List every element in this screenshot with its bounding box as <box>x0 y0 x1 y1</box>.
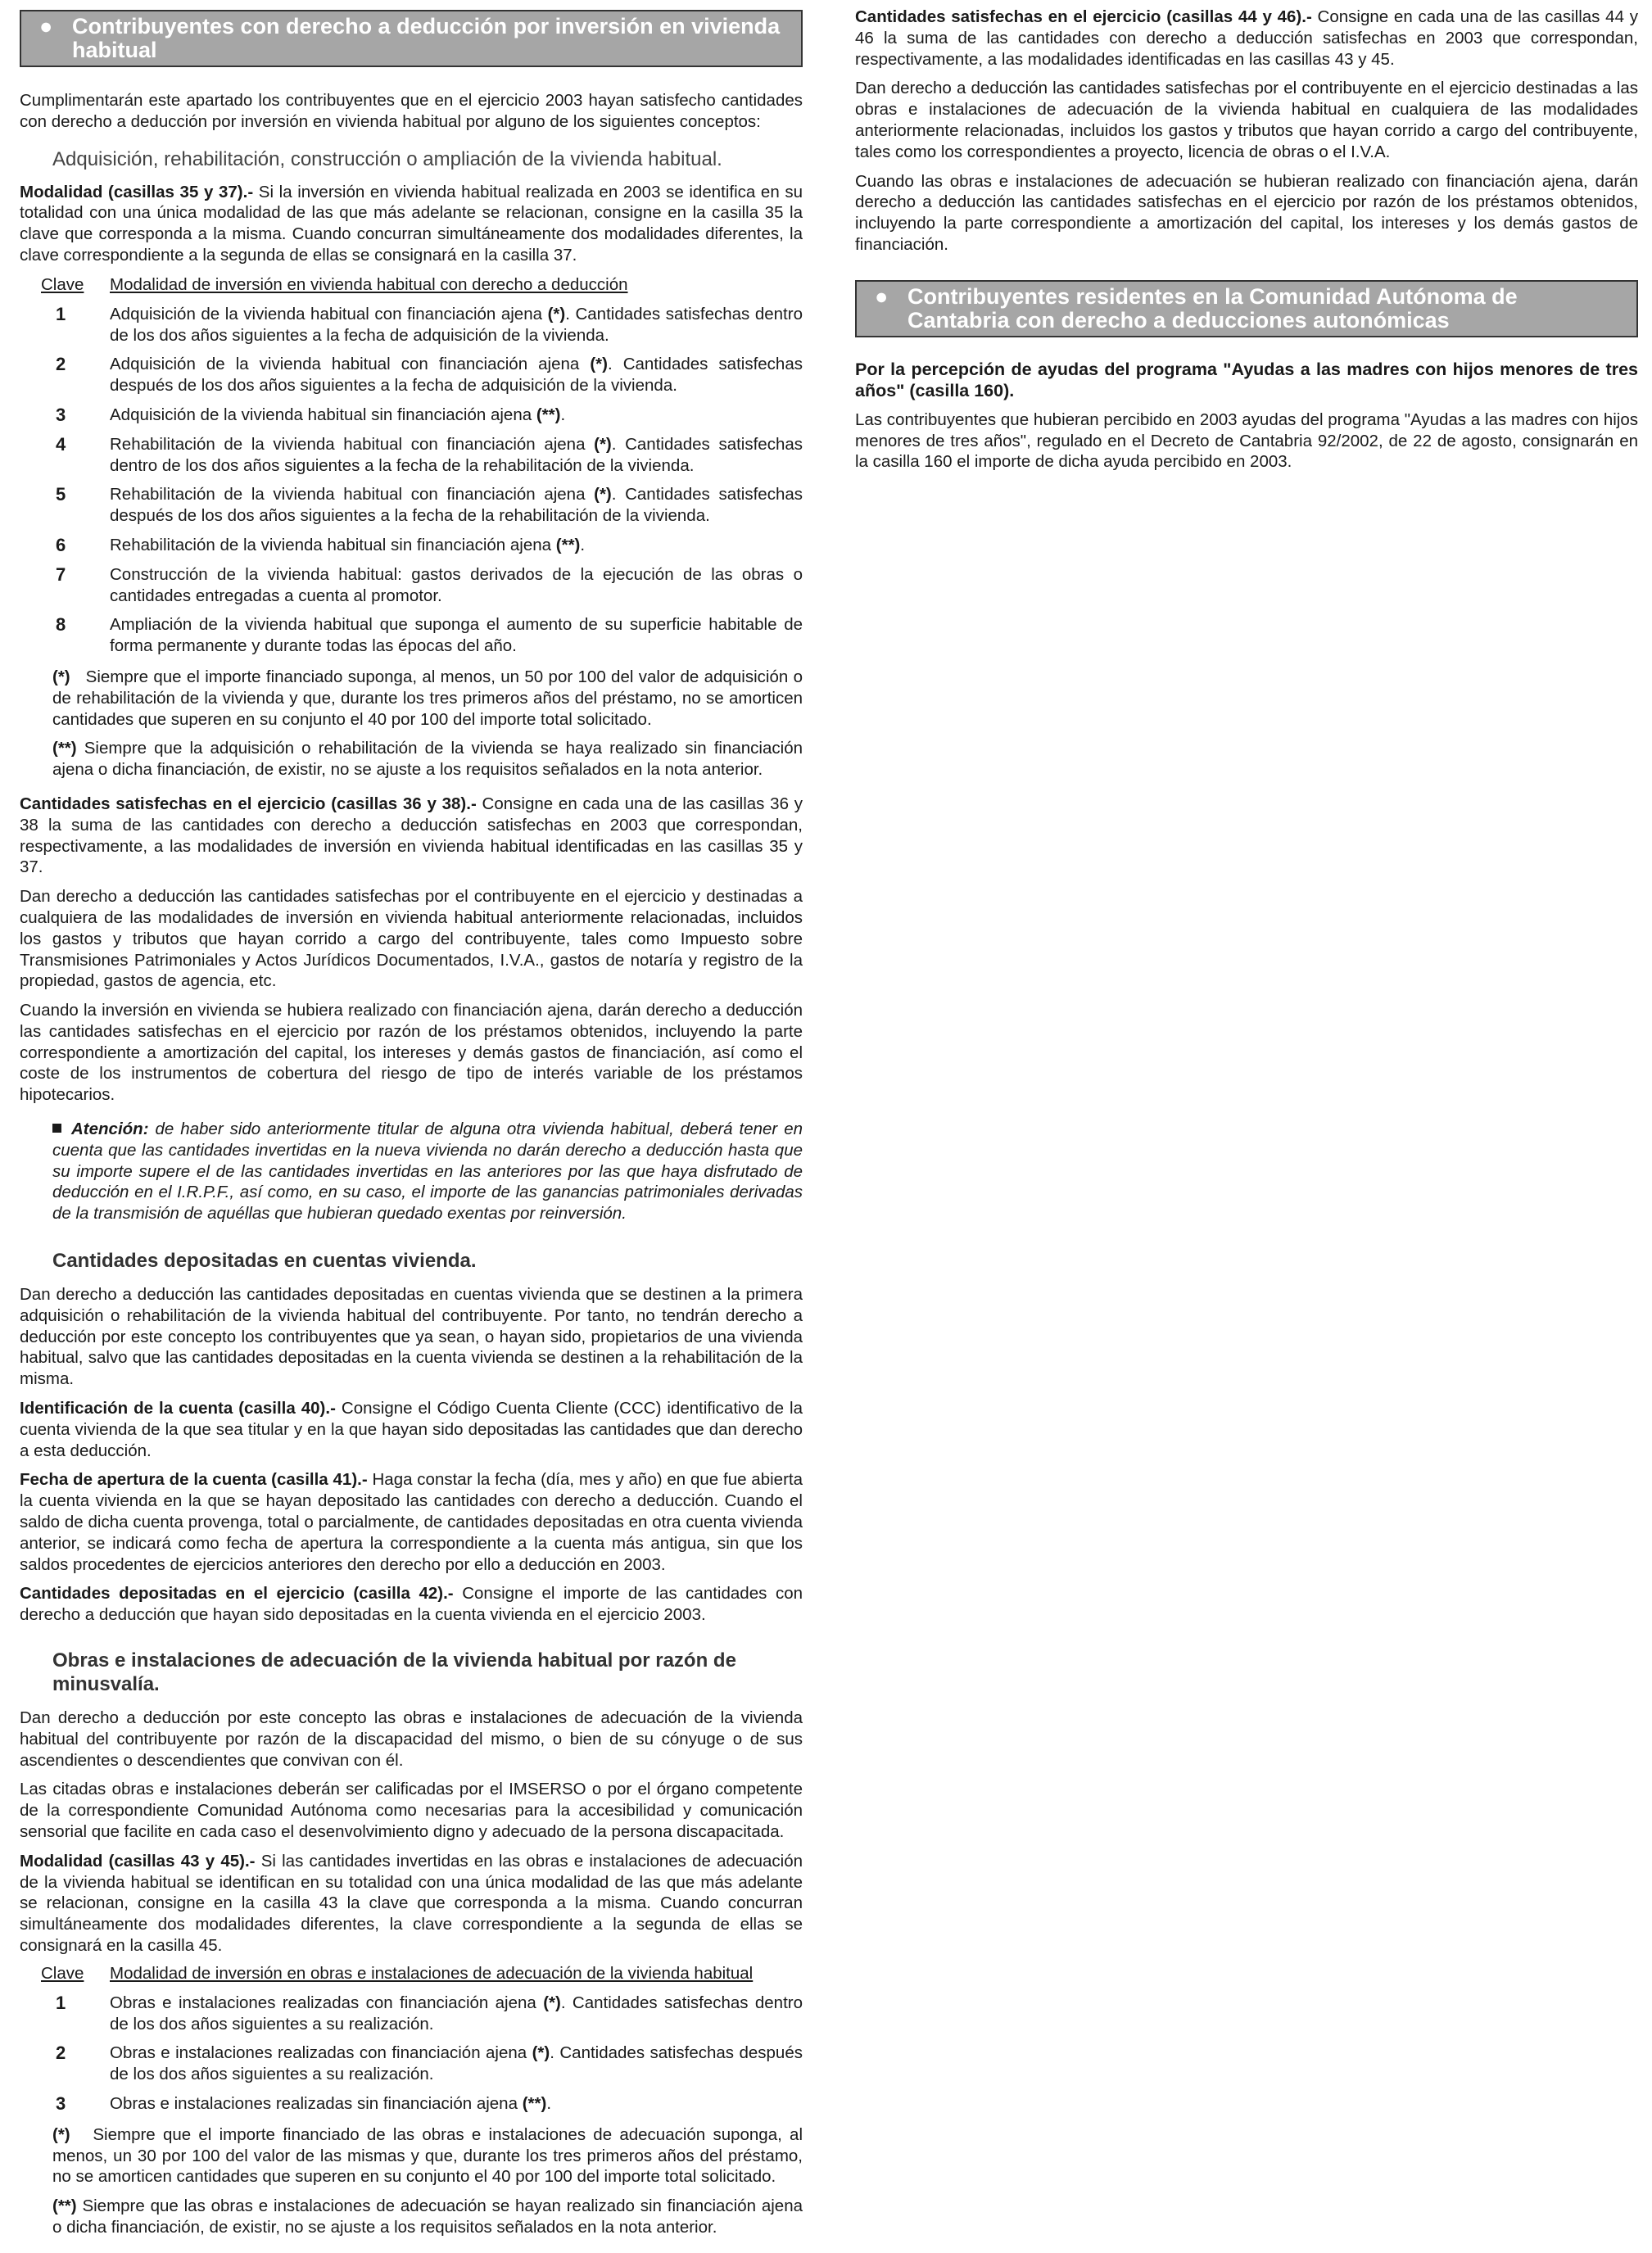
modalidad-text: Rehabilitación de la vivienda habitual con financiación ajena (*). Cantidades satisfechas después de los dos años siguientes a la fecha de la rehabilitación de la vivienda. <box>110 485 803 526</box>
modalidad-text: Adquisición de la vivienda habitual sin financiación ajena (**). <box>110 405 566 424</box>
modalidad-table <box>41 274 803 657</box>
modalidad-text: Rehabilitación de la vivienda habitual con financiación ajena (*). Cantidades satisfechas dentro de los dos años siguientes a la fecha de la rehabilitación de la vivienda. <box>110 434 803 475</box>
modalidad-text: Ampliación de la vivienda habitual que suponga el aumento de su superficie habitable de forma permanente y durante todas las épocas del año. <box>110 615 803 656</box>
table-body <box>41 1993 803 2115</box>
clave-number: 3 <box>56 2092 66 2114</box>
square-bullet-icon <box>52 1124 61 1133</box>
column-header-modalidad: Modalidad de inversión en obras e instalaciones de adecuación de la vivienda habitual <box>110 1963 754 1983</box>
modalidad-text: Obras e instalaciones realizadas con financiación ajena (*). Cantidades satisfechas después de los dos años siguientes a su realización. <box>110 2043 803 2084</box>
paragraph: Identificación de la cuenta (casilla 40).- Consigne el Código Cuenta Cliente (CCC) identificativo de la cuenta vivienda de la que sea titular y en la que hayan sido depositadas las cantidades que dan derecho a esta deducción. <box>20 1399 803 1460</box>
modalidad-text: Construcción de la vivienda habitual: gastos derivados de la ejecución de las obras o cantidades entregadas a cuenta al promotor. <box>110 564 803 605</box>
table-row <box>41 304 803 346</box>
paragraph: Las contribuyentes que hubieran percibido en 2003 ayudas del programa "Ayudas a las madres con hijos menores de tres años", regulado en el Decreto de Cantabria 92/2002, de 22 de agosto, consignarán en la casilla 160 el importe de dicha ayuda percibido en 2003. <box>855 409 1638 472</box>
intro-paragraph: Cumplimentarán este apartado los contribuyentes que en el ejercicio 2003 hayan satisfecho cantidades con derecho a deducción por inversión en vivienda habitual por alguno de los siguientes conceptos: <box>20 91 803 131</box>
clave-number: 1 <box>56 1992 66 2013</box>
paragraph: Dan derecho a deducción las cantidades depositadas en cuentas vivienda que se destinen a la primera adquisición o rehabilitación de la vivienda habitual del contribuyente. Por tanto, no tendrán derecho a deducción por este concepto los contribuyentes que ya sean, o hayan sido, propietarios de una vivienda habitual, salvo que las cantidades depositadas en la cuenta vivienda se destinen a la rehabilitación de la misma. <box>20 1285 803 1389</box>
clave-number: 1 <box>56 303 66 324</box>
section-header-vivienda <box>20 10 803 67</box>
modalidad-text: Adquisición de la vivienda habitual con financiación ajena (*). Cantidades satisfechas dentro de los dos años siguientes a la fecha de adquisición de la vivienda. <box>110 304 803 345</box>
attention-note: Atención: de haber sido anteriormente titular de alguna otra vivienda habitual, deberá tener en cuenta que las cantidades invertidas en la nueva vivienda no darán derecho a deducción hasta que su importe supere el de las cantidades invertidas en las anteriores por las que haya disfrutado de deducción en el I.R.P.F., así como, en su caso, el importe de las ganancias patrimoniales derivadas de la transmisión de aquéllas que hubieran quedado exentas por reinversión. <box>52 1120 803 1224</box>
modalidad-text: Obras e instalaciones realizadas con financiación ajena (*). Cantidades satisfechas dentro de los dos años siguientes a su realización. <box>110 1993 803 2034</box>
footnote: (**) Siempre que la adquisición o rehabilitación de la vivienda se haya realizado sin financiación ajena o dicha financiación, de existir, no se ajuste a los requisitos señalados en la nota anterior. <box>52 739 803 780</box>
section-title: Contribuyentes residentes en la Comunidad Autónoma de Cantabria con derecho a deducciones autonómicas <box>907 283 1518 333</box>
paragraph: Cantidades depositadas en el ejercicio (casilla 42).- Consigne el importe de las cantidades con derecho a deducción que hayan sido depositadas en la cuenta vivienda en el ejercicio 2003. <box>20 1584 803 1625</box>
modalidad-paragraph: Modalidad (casillas 35 y 37).- Si la inversión en vivienda habitual realizada en 2003 se identifica en su totalidad con una única modalidad de las que más adelante se relacionan, consigne en la casilla 35 la clave que corresponda a la misma. Cuando concurran simultáneamente dos modalidades diferentes, la clave correspondiente a la segunda de ellas se consignará en la casilla 37. <box>20 182 803 265</box>
paragraph: Cantidades satisfechas en el ejercicio (casillas 44 y 46).- Consigne en cada una de las casillas 44 y 46 la suma de las cantidades con derecho a deducción satisfechas en 2003 que correspondan, respectivamente, a las modalidades identificadas en las casillas 43 y 45. <box>855 7 1639 69</box>
table-row <box>41 2093 803 2115</box>
column-header-clave: Clave <box>41 274 84 294</box>
clave-number: 2 <box>56 2043 66 2064</box>
table-row <box>41 484 803 527</box>
column-header-modalidad: Modalidad de inversión en vivienda habitual con derecho a deducción <box>110 274 628 294</box>
table-row <box>41 1993 803 2035</box>
table-body <box>41 304 803 657</box>
paragraph: Cuando la inversión en vivienda se hubiera realizado con financiación ajena, darán derecho a deducción las cantidades satisfechas en el ejercicio por razón de los préstamos obtenidos, incluyendo la parte correspondiente a amortización del capital, los intereses y demás gastos de financiación, así como el coste de los instrumentos de cobertura del riesgo de tipo de interés variable de los préstamos hipotecarios. <box>20 1001 803 1105</box>
section-title: Contribuyentes con derecho a deducción por inversión en vivienda habitual <box>72 14 781 62</box>
paragraph: Dan derecho a deducción las cantidades satisfechas por el contribuyente en el ejercicio y destinadas a cualquiera de las modalidades de inversión en vivienda habitual anteriormente relacionadas, incluidos los gastos y tributos que hayan corrido a cargo del contribuyente, tales como Impuesto sobre Transmisiones Patrimoniales y Actos Jurídicos Documentados, I.V.A., gastos de notaría y registro de la propiedad, gastos de agencia, etc. <box>20 887 803 991</box>
subheading-obras: Obras e instalaciones de adecuación de la vivienda habitual por razón de minusvalía. <box>52 1649 736 1696</box>
paragraph: Fecha de apertura de la cuenta (casilla 41).- Haga constar la fecha (día, mes y año) en que fue abierta la cuenta vivienda en la que se hayan depositado las cantidades con derecho a deducción. Cuando el saldo de dicha cuenta provenga, total o parcialmente, de cantidades depositadas en otra cuenta vivienda anterior, se indicará como fecha de apertura la correspondiente a la cuenta más antigua, sin que los saldos procedentes de ejercicios anteriores den derecho por ello a deducción en 2003. <box>20 1470 803 1574</box>
left-column <box>20 0 803 2238</box>
clave-number: 2 <box>56 354 66 375</box>
clave-number: 7 <box>56 563 66 585</box>
subheading-ayudas: Por la percepción de ayudas del programa "Ayudas a las madres con hijos menores de tres años" (casilla 160). <box>855 359 1638 400</box>
paragraph: Modalidad (casillas 43 y 45).- Si las cantidades invertidas en las obras e instalaciones de adecuación de la vivienda habitual se identifican en su totalidad con una única modalidad de las que más adelante se relacionan, consigne en la casilla 43 la clave que corresponda a la misma. Cuando concurran simultáneamente dos modalidades diferentes, la clave correspondiente a la segunda de ellas se consignará en la casilla 45. <box>20 1851 803 1955</box>
modalidad-text: Rehabilitación de la vivienda habitual sin financiación ajena (**). <box>110 535 586 554</box>
paragraph: Las citadas obras e instalaciones deberán ser calificadas por el IMSERSO o por el órgano competente de la correspondiente Comunidad Autónoma como necesarias para la accesibilidad y comunicación sensorial que facilite en cada caso el desenvolvimiento digno y adecuado de la persona discapacitada. <box>20 1780 803 1841</box>
clave-number: 6 <box>56 534 66 555</box>
clave-number: 8 <box>56 614 66 636</box>
footnote: (**) Siempre que las obras e instalaciones de adecuación se hayan realizado sin financiación ajena o dicha financiación, de existir, no se ajuste a los requisitos señalados en la nota anterior. <box>52 2196 803 2237</box>
paragraph: Dan derecho a deducción por este concepto las obras e instalaciones de adecuación de la vivienda habitual del contribuyente por razón de la discapacidad del mismo, o bien de su cónyuge o de sus ascendientes o descendientes que convivan con él. <box>20 1708 803 1770</box>
footnote: (*) Siempre que el importe financiado de las obras e instalaciones de adecuación suponga, al menos, un 30 por 100 del valor de las mismas y que, durante los tres primeros años del préstamo, no se amorticen cantidades que superen en su conjunto el 40 por 100 del importe total solicitado. <box>52 2124 803 2187</box>
subheading-cuentas: Cantidades depositadas en cuentas vivienda. <box>52 1250 477 1273</box>
right-column <box>855 0 1638 473</box>
table-row <box>41 434 803 477</box>
table-header <box>41 1963 803 1984</box>
paragraph: Cuando las obras e instalaciones de adecuación se hubieran realizado con financiación ajena, darán derecho a deducción las cantidades satisfechas en el ejercicio por razón de los préstamos obtenidos, incluyendo la parte correspondiente a amortización del capital, los intereses y los demás gastos de financiación. <box>855 171 1638 254</box>
column-header-clave: Clave <box>41 1963 84 1983</box>
table-row <box>41 614 803 657</box>
modalidad-table <box>41 1963 803 2115</box>
bullet-icon: ● <box>875 283 889 309</box>
table-header <box>41 274 803 296</box>
cantidades-paragraph: Cantidades satisfechas en el ejercicio (casillas 36 y 38).- Consigne en cada una de las casillas 36 y 38 la suma de las cantidades con derecho a deducción satisfechas en 2003 que correspondan, respectivamente, a las modalidades de inversión en vivienda habitual identificadas en las casillas 35 y 37. <box>20 794 803 877</box>
modalidad-text: Obras e instalaciones realizadas sin financiación ajena (**). <box>110 2093 552 2113</box>
table-row <box>41 405 803 426</box>
concept-heading: Adquisición, rehabilitación, construcción o ampliación de la vivienda habitual. <box>52 147 722 170</box>
modalidad-text: Adquisición de la vivienda habitual con financiación ajena (*). Cantidades satisfechas después de los dos años siguientes a la fecha de adquisición de la vivienda. <box>110 355 803 396</box>
table-row <box>41 2043 803 2085</box>
clave-number: 3 <box>56 404 66 425</box>
table-row <box>41 535 803 556</box>
table-row <box>41 354 803 396</box>
bullet-icon: ● <box>39 14 53 38</box>
paragraph: Dan derecho a deducción las cantidades satisfechas por el contribuyente en el ejercicio destinadas a las obras e instalaciones de adecuación de la vivienda habitual en cualquiera de las modalidades anteriormente relacionadas, incluidos los gastos y tributos que hayan corrido a cargo del contribuyente, tales como los correspondientes a proyecto, licencia de obras o el I.V.A. <box>855 79 1638 161</box>
clave-number: 4 <box>56 433 66 455</box>
table-row <box>41 564 803 607</box>
clave-number: 5 <box>56 484 66 505</box>
footnote: (*) Siempre que el importe financiado suponga, al menos, un 50 por 100 del valor de adquisición o de rehabilitación de la vivienda y que, durante los tres primeros años del préstamo, no se amorticen cantidades que superen en su conjunto el 40 por 100 del importe total solicitado. <box>52 667 803 729</box>
section-header-cantabria <box>855 280 1638 337</box>
